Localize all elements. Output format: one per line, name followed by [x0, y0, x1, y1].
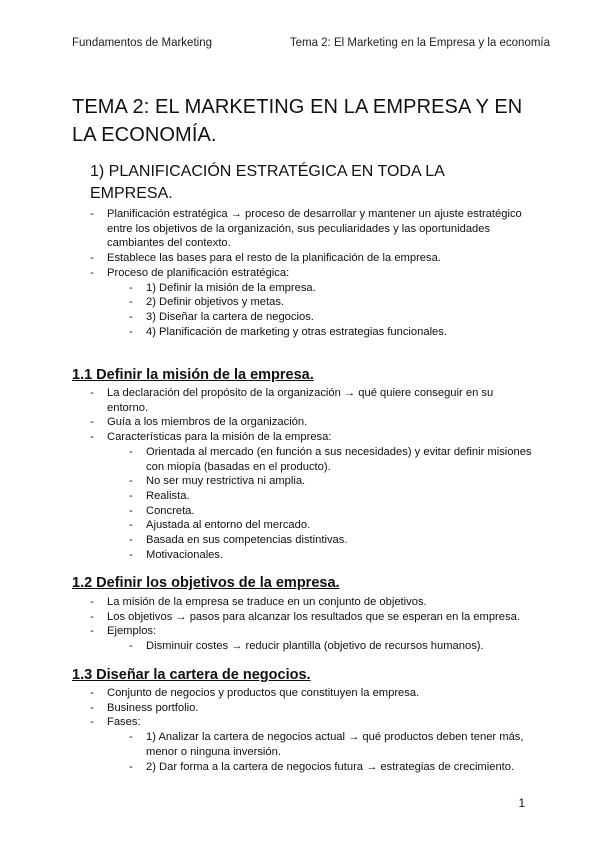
section-1-2-heading: 1.2 Definir los objetivos de la empresa.	[72, 575, 340, 591]
list-item-label: Ejemplos:	[107, 625, 157, 638]
list-item: - Guía a los miembros de la organización.	[90, 415, 535, 430]
section-1-2-sublist	[129, 639, 535, 654]
header-left: Fundamentos de Marketing	[72, 37, 212, 49]
sublist-item: - No ser muy restrictiva ni amplia.	[129, 474, 535, 489]
section-1-list	[90, 207, 535, 339]
sublist-item: - Orientada al mercado (en función a sus necesidades) y evitar definir misiones con miopía (basadas en el producto).	[129, 445, 535, 474]
list-item: - Planificación estratégica → proceso de desarrollar y mantener un ajuste estratégico entre los objetivos de la organización, sus peculiaridades y las oportunidades cambiantes del contexto.	[90, 207, 535, 251]
header-right: Tema 2: El Marketing en la Empresa y la economía	[289, 37, 550, 49]
sublist-item: - 4) Planificación de marketing y otras estrategias funcionales.	[129, 325, 535, 340]
list-item	[90, 624, 535, 653]
sublist-item: - Motivacionales.	[129, 548, 535, 563]
document-title: TEMA 2: EL MARKETING EN LA EMPRESA Y EN LA ECONOMÍA.	[72, 96, 523, 146]
section-1-1-heading: 1.1 Definir la misión de la empresa.	[72, 367, 314, 383]
list-item	[90, 266, 535, 340]
sublist-item: - 3) Diseñar la cartera de negocios.	[129, 310, 535, 325]
section-1-2-list	[90, 595, 535, 654]
section-1-sublist	[129, 281, 535, 340]
page-number: 1	[518, 798, 525, 810]
sublist-item: - Concreta.	[129, 504, 535, 519]
list-item-label: Fases:	[107, 716, 141, 729]
sublist-item: - 2) Definir objetivos y metas.	[129, 295, 535, 310]
list-item	[90, 430, 535, 562]
section-1-3-content	[90, 686, 535, 774]
section-1-1-sublist	[129, 445, 535, 563]
sublist-item: - 2) Dar forma a la cartera de negocios futura → estrategias de crecimiento.	[129, 760, 535, 775]
section-1-heading: 1) PLANIFICACIÓN ESTRATÉGICA EN TODA LA EMPRESA.	[90, 163, 444, 202]
list-item-label: Características para la misión de la empresa:	[107, 431, 332, 444]
section-1-1-list	[90, 386, 535, 562]
list-item: - La declaración del propósito de la organización → qué quiere conseguir en su entorno.	[90, 386, 535, 415]
section-1-3-list	[90, 686, 535, 774]
sublist-item: - Basada en sus competencias distintivas.	[129, 533, 535, 548]
sublist-item: - Ajustada al entorno del mercado.	[129, 518, 535, 533]
section-1-1-content	[90, 386, 535, 562]
list-item: - La misión de la empresa se traduce en un conjunto de objetivos.	[90, 595, 535, 610]
sublist-item: - Disminuir costes → reducir plantilla (objetivo de recursos humanos).	[129, 639, 535, 654]
sublist-item: - 1) Analizar la cartera de negocios actual → qué productos deben tener más, menor o ninguna inversión.	[129, 730, 535, 759]
sublist-item: - 1) Definir la misión de la empresa.	[129, 281, 535, 296]
section-1-3-heading: 1.3 Diseñar la cartera de negocios.	[72, 667, 311, 683]
list-item: - Business portfolio.	[90, 701, 535, 716]
list-item-label: Proceso de planificación estratégica:	[107, 266, 290, 279]
list-item	[90, 715, 535, 774]
section-1-2-content	[90, 595, 535, 654]
list-item: - Establece las bases para el resto de la planificación de la empresa.	[90, 251, 535, 266]
list-item: - Los objetivos → pasos para alcanzar los resultados que se esperan en la empresa.	[90, 610, 535, 625]
list-item: - Conjunto de negocios y productos que constituyen la empresa.	[90, 686, 535, 701]
sublist-item: - Realista.	[129, 489, 535, 504]
section-1-content	[90, 207, 535, 339]
section-1-3-sublist	[129, 730, 535, 774]
